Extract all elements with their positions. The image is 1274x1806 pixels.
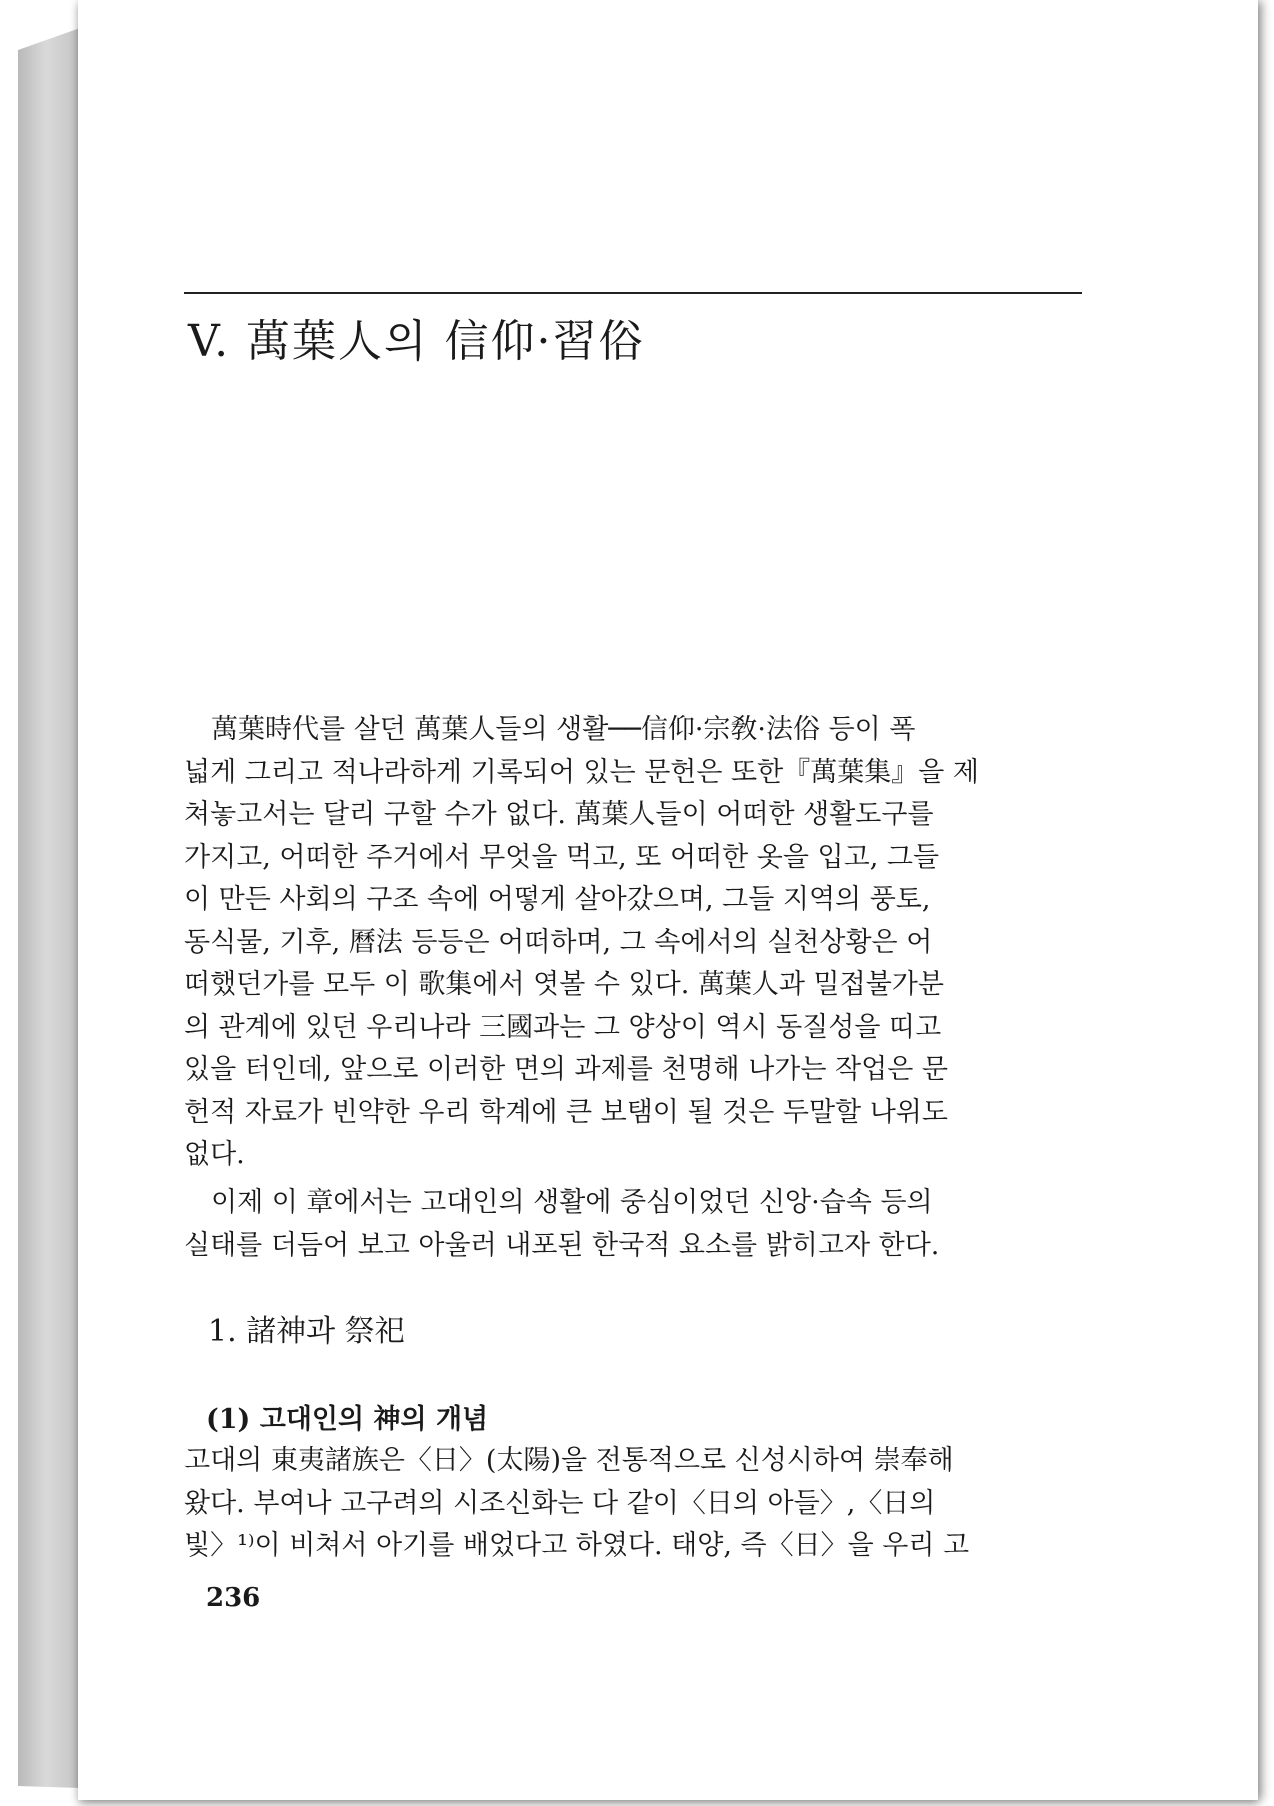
page-number: 236	[206, 1583, 261, 1613]
text-line: 이 만든 사회의 구조 속에 어떻게 살아갔으며, 그들 지역의 풍토,	[184, 884, 931, 915]
text-line: 왔다. 부여나 고구려의 시조신화는 다 같이〈日의 아들〉,〈日의	[184, 1487, 936, 1519]
text-line: 빛〉¹⁾이 비쳐서 아기를 배었다고 하였다. 태양, 즉〈日〉을 우리 고	[184, 1530, 970, 1561]
text-line: 이제 이 章에서는 고대인의 생활에 중심이었던 신앙·습속 등의	[184, 1187, 933, 1218]
subsection-heading: (1) 고대인의 神의 개념	[206, 1404, 489, 1435]
chapter-title: V. 萬葉人의 信仰·習俗	[188, 316, 645, 367]
text-line: 가지고, 어떠한 주거에서 무엇을 먹고, 또 어떠한 옷을 입고, 그들	[184, 841, 940, 873]
text-line: 萬葉時代를 살던 萬葉人들의 생활──信仰·宗敎·法俗 등이 폭	[184, 714, 916, 745]
subsection-paragraph	[184, 1440, 1084, 1568]
chapter-aim-paragraph	[184, 1182, 1084, 1267]
text-line: 의 관계에 있던 우리나라 三國과는 그 양상이 역시 동질성을 띠고	[184, 1011, 942, 1043]
text-line: 동식물, 기후, 曆法 등등은 어떠하며, 그 속에서의 실천상황은 어	[184, 926, 933, 958]
text-line: 실태를 더듬어 보고 아울러 내포된 한국적 요소를 밝히고자 한다.	[184, 1229, 940, 1261]
section-heading: 1. 諸神과 祭祀	[208, 1314, 405, 1349]
text-line: 넓게 그리고 적나라하게 기록되어 있는 문헌은 또한『萬葉集』을 제	[184, 756, 979, 788]
text-line: 있을 터인데, 앞으로 이러한 면의 과제를 천명해 나가는 작업은 문	[184, 1054, 948, 1085]
intro-paragraph	[184, 709, 1084, 1177]
chapter-rule	[184, 292, 1082, 294]
text-line: 헌적 자료가 빈약한 우리 학계에 큰 보탬이 될 것은 두말할 나위도	[184, 1096, 948, 1128]
text-line: 떠했던가를 모두 이 歌集에서 엿볼 수 있다. 萬葉人과 밀접불가분	[184, 969, 944, 1000]
text-line: 없다.	[184, 1139, 245, 1170]
text-line: 쳐놓고서는 달리 구할 수가 없다. 萬葉人들이 어떠한 생활도구를	[184, 799, 934, 830]
book-spine	[18, 28, 80, 1788]
text-line: 고대의 東夷諸族은〈日〉(太陽)을 전통적으로 신성시하여 崇奉해	[184, 1445, 954, 1476]
